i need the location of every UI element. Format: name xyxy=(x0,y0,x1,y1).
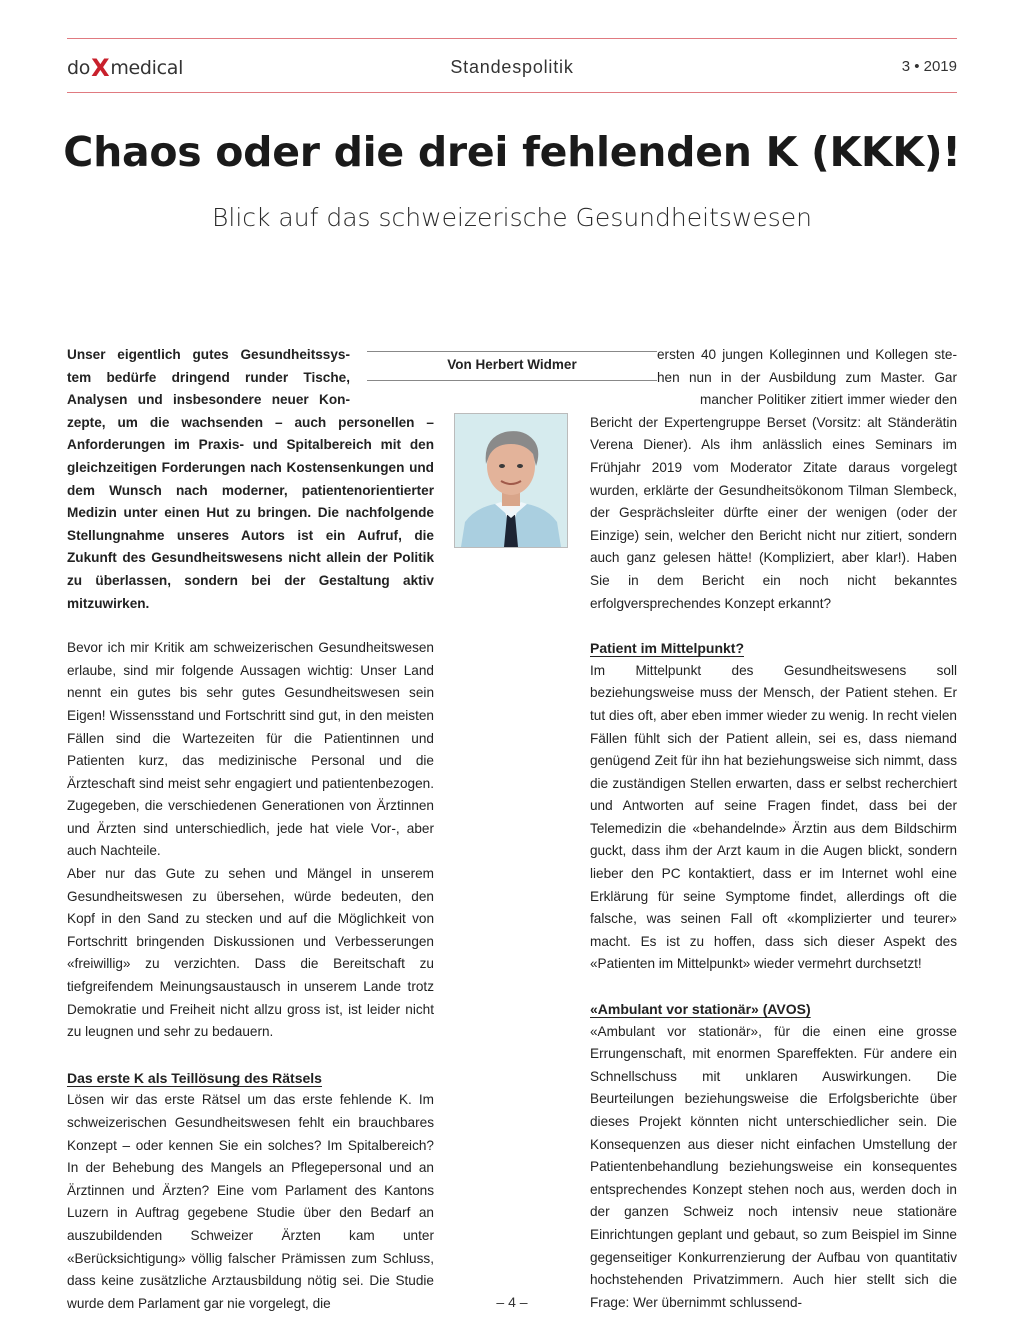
lead-rest: zepte, um die wachsenden – auch personellen – Anforderungen im Praxis- und Spitalbereich mit den gleichzeitigen Forderungen nach Kostensenkungen und dem Wunsch nach moderner, patientenorientierter Medizin unter einen Hut zu bringen. Die nachfolgende Stellungnahme unseres Autors ist ein Aufruf, die Zukunft des Gesundheitswesens nicht allein der Politik zu überlassen, sondern bei der Gestaltung aktiv mitzuwirken. xyxy=(67,414,434,611)
lead-paragraph xyxy=(67,344,434,615)
logo-x-mark: X xyxy=(91,54,110,82)
body-paragraph: Im Mittelpunkt des Gesundheitswesens soll beziehungsweise muss der Mensch, der Patient stehen. Er tut dies oft, aber eben immer wieder zu wenig. In recht vielen Fällen fühlt sich der Patient allein, sei es, dass niemand genügend Zeit für ihn hat beziehungsweise sich nimmt, dass die zuständigen Stellen erwarten, dass er selbst recherchiert und Antworten auf seine Fragen findet, dass bei der Telemedizin die «behandelnde» Ärztin aus dem Bildschirm guckt, dass ihm der Arzt kaum in die Augen blickt, sondern lieber den PC kontaktiert, dass er im Internet wohl eine Erklärung für seine Symptome findet, allerdings oft die falsche, was seinen Fall oft «komplizierter und teurer» macht. Es ist zu hoffen, dass sich dieser Aspekt des «Patienten im Mittelpunkt» wieder vermehrt durchsetzt! xyxy=(590,662,957,972)
body-paragraph: Aber nur das Gute zu sehen und Mängel in unserem Gesundheitswesen zu übersehen, würde bedeuten, den Kopf in den Sand zu stecken und auf die Möglichkeit von Fortschritt bringenden Diskussionen und Verbesserungen «freiwillig» zu verzichten. Dass die Bereitschaft zu tiefgreifendem Meinungsaustausch in unserem Lande trotz Demokratie und Freiheit nicht allzu gross ist, ist leider nicht zu leugnen und sehr zu bedauern. xyxy=(67,866,434,1040)
doxmedical-logo: doXmedical xyxy=(67,54,184,82)
lead-line: Unser eigentlich gutes Gesundheitssys- xyxy=(67,347,350,362)
author-portrait-image xyxy=(455,414,567,547)
page-number: – 4 – xyxy=(496,1294,528,1310)
subheading-patient: Patient im Mittelpunkt? xyxy=(590,640,744,657)
subheading-avos: «Ambulant vor stationär» (AVOS) xyxy=(590,1001,811,1018)
body-paragraph: Lösen wir das erste Rätsel um das erste fehlende K. Im schweizerischen Gesundheitswesen fehlt ein brauchbares Konzept – oder kennen Sie ein solches? Im Spitalbereich? In der Behebung des Mangels an Pflegepersonal und an Ärztinnen und Ärzten? Eine vom Parlament des Kantons Luzern in Auftrag gegebene Studie über den Bedarf an auszubildenden Schweizer Ärzten kam unter «Berücksichtigung» völlig falscher Prämissen zum Schluss, dass keine zusätzliche Arztausbildung nötig sei. Die Studie wurde dem Parlament gar nie vorgelegt, die xyxy=(67,1092,434,1311)
author-byline: Von Herbert Widmer xyxy=(367,351,657,381)
section-label: Standespolitik xyxy=(450,57,574,77)
lead-line: Analysen und insbesondere neuer Kon- xyxy=(67,392,350,408)
left-column xyxy=(67,344,434,1315)
body-paragraph: «Ambulant vor stationär», für die einen eine grosse Errungenschaft, mit enormen Spareffekten. Für andere ein Schnellschuss mit unklaren Auswirkungen. Die Beurteilungen beziehungsweise die Erfolgsberichte über dieses Projekt könnten nicht unterschiedlicher sein. Die Konsequenzen aus dieser nicht einfachen Umstellung der Patientenbehandlung beziehungsweise ein konsequentes entsprechendes Konzept stehen noch aus, werden doch in der ganzen Schweiz noch intensiv neue stationäre Einrichtungen geplant und gebaut, so zum Beispiel im Sinne gegenseitiger Konkurrenzierung der Aufbau von quantitativ hochstehenden Privatzimmern. Auch hier stellt sich die Frage: Wer übernimmt schlussend- xyxy=(590,1023,957,1310)
header-rule-top xyxy=(67,38,957,39)
subheading-erstes-k: Das erste K als Teillösung des Rätsels xyxy=(67,1069,322,1086)
author-photo xyxy=(454,413,568,548)
body-paragraph: Bevor ich mir Kritik am schweizerischen Gesundheitswesen erlaube, sind mir folgende Aussagen wichtig: Unser Land nennt ein gutes bis sehr gutes Gesundheitswesen sein Eigen! Wissensstand und Fortschritt sind gut, in den meisten Fällen sind die Wartezeiten für die Patientinnen und Patienten kurz, das medizinische Personal und die Ärzteschaft sind meist sehr engagiert und patientenbezogen. Zugegeben, die verschiedenen Generationen von Ärztinnen und Ärzten sind unterschiedlich, jede hat viele Vor-, aber auch Nachteile. xyxy=(67,640,434,859)
lead-line: tem bedürfe dringend runder Tische, xyxy=(67,369,350,385)
header-rule-bottom xyxy=(67,92,957,93)
right-line: ersten 40 jungen Kolleginnen und Kollegen ste- xyxy=(657,347,957,362)
issue-label: 3 • 2019 xyxy=(901,58,957,75)
right-line: hen nun in der Ausbildung zum Master. Gar xyxy=(657,369,957,385)
body-paragraph: Bericht der Expertengruppe Berset (Vorsitz: alt Ständerätin Verena Diener). Als ihm anlässlich eines Seminars im Frühjahr 2019 vom Moderator Zitate daraus vorgelegt wurden, erklärte der Gesundheitsökonom Tilman Slembeck, der Gesprächsleiter dürfte einer der wenigen (oder der Einzige) sein, welcher den Bericht nicht nur zitiert, sondern auch ganz gelesen hätte! (Kompliziert, aber klar!). Haben Sie in dem Bericht ein noch nicht bekanntes erfolgversprechendes Konzept erkannt? xyxy=(590,414,957,611)
right-line: mancher Politiker zitiert immer wieder den xyxy=(700,392,957,408)
article-subtitle: Blick auf das schweizerische Gesundheitswesen xyxy=(212,203,812,232)
right-column xyxy=(590,344,957,1314)
article-title: Chaos oder die drei fehlenden K (KKK)! xyxy=(63,128,961,176)
